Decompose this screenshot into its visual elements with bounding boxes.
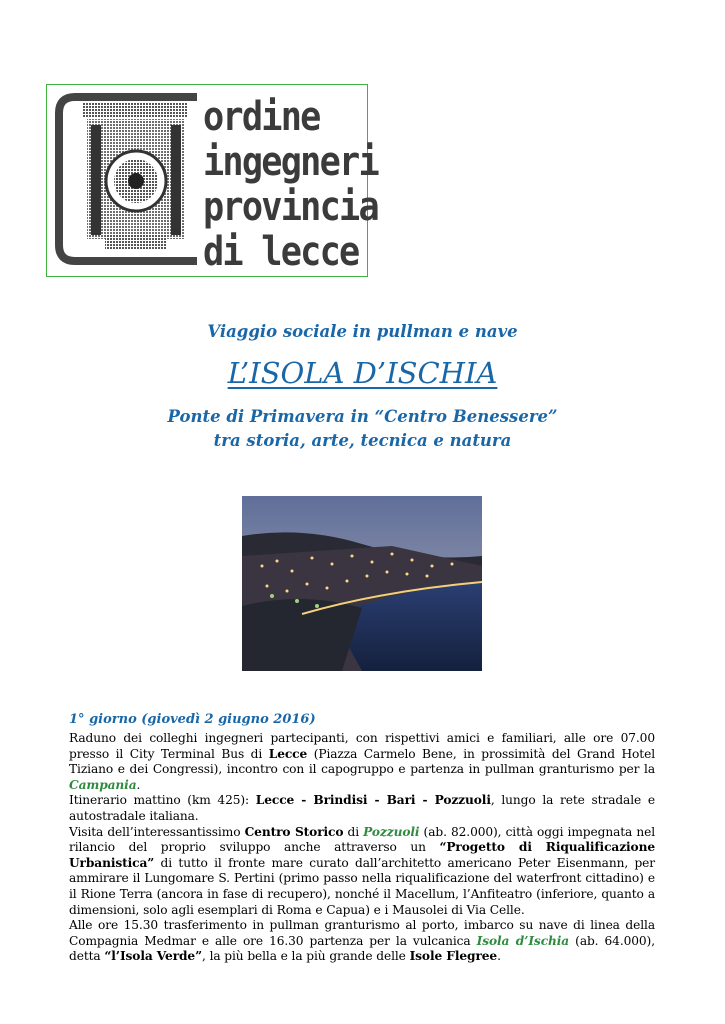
logo-line-4: di lecce	[203, 229, 359, 275]
paragraph-ischia: Alle ore 15.30 trasferimento in pullman granturismo al porto, imbarco su nave di linea della Compagnia Medmar e alle ore 16.30 partenza per la vulcanica Isola d’Ischia (ab. 64.000), detta “l’Isola Verde”, la più bella e la più grande delle Isole Flegree.	[69, 918, 655, 964]
logo-line-1: ordine	[203, 94, 320, 140]
route: Lecce - Brindisi - Bari - Pozzuoli	[255, 793, 491, 808]
trip-subtitle: Viaggio sociale in pullman e nave	[207, 322, 518, 341]
night-bay-photo	[242, 496, 482, 671]
logo-line-2: ingegneri	[203, 139, 378, 185]
paragraph-meeting: Raduno dei colleghi ingegneri partecipanti, con rispettivi amici e familiari, alle ore 07.00 presso il City Terminal Bus di Lecce (Piazza Carmelo Bene, in prossimità del Grand Hotel Tiziano e dei Congressi), incontro con il capogruppo e partenza in pullman granturismo per la Campania.	[69, 731, 655, 792]
tagline-line-2: tra storia, arte, tecnica e natura	[213, 431, 512, 450]
paragraph-itinerary: Itinerario mattino (km 425): Lecce - Brindisi - Bari - Pozzuoli, lungo la rete stradale e autostradale italiana.	[69, 793, 655, 823]
isola-verde: “l’Isola Verde”	[104, 949, 203, 964]
itinerary-text	[69, 731, 655, 965]
place-ischia: Isola d’Ischia	[476, 933, 570, 948]
page-title: L’ISOLA D’ISCHIA	[227, 356, 498, 390]
paragraph-pozzuoli: Visita dell’interessantissimo Centro Storico di Pozzuoli (ab. 82.000), città oggi impegnata nel rilancio del proprio sviluppo anche attraverso un “Progetto di Riqualificazione Urbanistica” di tutto il fronte mare curato dall’architetto americano Peter Eisenmann, per ammirare il Lungomare S. Pertini (primo passo nella riqualificazione del waterfront cittadino) e il Rione Terra (ancora in fase di recupero), nonché il Macellum, l’Anfiteatro (inferiore, quanto a dimensioni, solo agli esemplari di Roma e Capua) e i Mausolei di Via Celle.	[69, 824, 655, 917]
place-pozzuoli: Pozzuoli	[363, 824, 420, 839]
logo-box	[46, 84, 378, 277]
centro-storico: Centro Storico	[244, 824, 344, 839]
logo-text	[203, 95, 378, 275]
day-heading: 1° giorno (giovedì 2 giugno 2016)	[69, 712, 316, 727]
isole-flegree: Isole Flegree	[409, 949, 498, 964]
tagline-line-1: Ponte di Primavera in “Centro Benessere”	[167, 407, 558, 426]
logo-line-3: provincia	[203, 184, 378, 230]
place-campania: Campania	[69, 777, 137, 792]
project-name: “Progetto di Riqualificazione Urbanistica”	[69, 840, 655, 870]
place-lecce: Lecce	[268, 746, 308, 761]
tagline	[0, 405, 725, 453]
